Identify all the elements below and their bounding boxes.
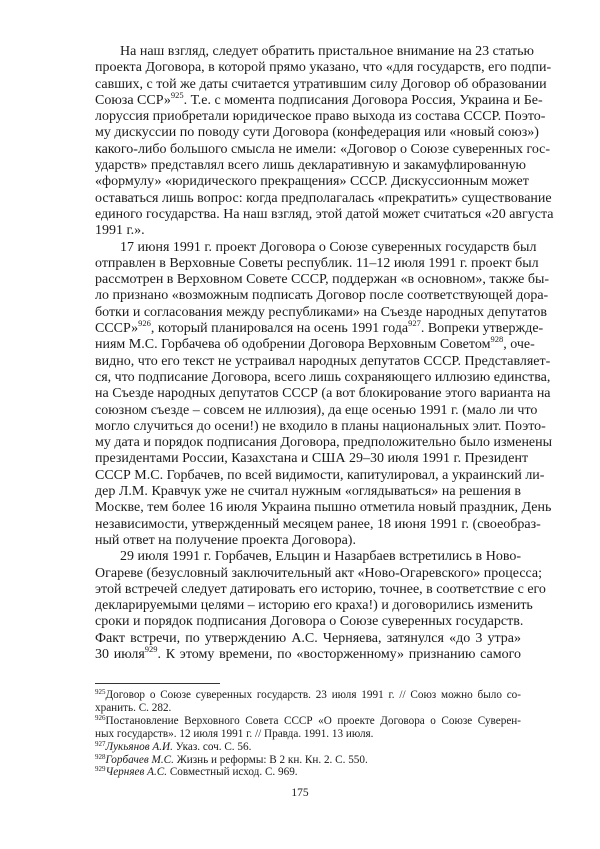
text-segment: 1991 г.». [95, 223, 145, 239]
footnote-line [95, 715, 521, 728]
footnote-text: Договор о Союзе суверенных государств. 23 июля 1991 г. // Союз можно было со- [105, 689, 521, 701]
text-line [95, 44, 534, 60]
footnote-author: Горбачев М.С. [105, 753, 174, 766]
text-line [95, 581, 546, 598]
footnote-line [95, 741, 521, 754]
text-segment: . К этому времени, по «восторженному» признанию самого [157, 646, 522, 662]
footnote-number: 926 [95, 713, 106, 722]
text-segment: 30 июля [95, 646, 145, 662]
footnote-ref: 925 [170, 89, 184, 100]
text-line [95, 158, 526, 174]
body-text [95, 44, 554, 663]
footnotes [95, 689, 521, 779]
text-segment: какого-либо большого смысла не имели: «Договор о Союзе суверенных гос- [95, 141, 551, 157]
text-line [95, 418, 546, 435]
text-segment: СССР М.С. Горбачев, по всей видимости, капитулировал, а украинский ли- [95, 467, 545, 483]
footnote [95, 754, 521, 767]
text-line [95, 174, 529, 190]
text-segment: на Съезде народных депутатов СССР (а вот блокирование этого варианта на [95, 386, 551, 402]
text-segment: , оче- [503, 337, 535, 353]
text-segment: могло случиться до осени!) не входило в планы национальных элит. Поэто- [95, 418, 546, 434]
text-line [95, 500, 552, 516]
text-line [95, 89, 543, 109]
text-line [95, 386, 551, 402]
text-line [95, 141, 551, 158]
text-line [95, 318, 544, 337]
text-segment: ло признано «возможным подписать Договор после соответствующей дора- [95, 288, 549, 304]
text-segment: Москве, тем более 16 июля Украина пышно отметила новый праздник, День [95, 500, 552, 516]
text-line [95, 516, 541, 533]
footnote [95, 715, 521, 741]
text-segment: ударств» представлял всего лишь декларативную и закамуфлированную [95, 158, 526, 174]
text-segment: отправлен в Верховные Советы республик. 11–12 июля 1991 г. проект был [95, 255, 539, 271]
footnote-line [95, 728, 521, 741]
text-line [95, 304, 548, 321]
text-segment: ный ответ на получение проекта Договора). [95, 532, 356, 548]
text-line [95, 614, 524, 630]
footnote-separator [95, 683, 220, 684]
text-segment: лоруссия приобретали юридическое право выхода из состава СССР. Поэто- [95, 109, 546, 125]
text-segment: му дата и порядок подписания Договора, предположительно было изменены [95, 435, 553, 451]
footnote-number: 928 [95, 752, 106, 761]
footnote [95, 689, 521, 715]
text-segment: Огареве (безусловный заключительный акт «Ново-Огаревского» процесса; [95, 565, 543, 581]
footnote-ref: 929 [144, 643, 158, 654]
footnote-line [95, 766, 521, 779]
text-line [95, 125, 539, 141]
text-line [95, 631, 521, 647]
footnote-text: Совместный исход. С. 969. [167, 766, 298, 779]
text-segment: савших, с той же даты считается утратившим силу Договор об образовании [95, 76, 547, 92]
text-line [95, 272, 550, 288]
text-line [95, 206, 554, 223]
text-segment: ботки и согласования между республиками» на Съезде народных депутатов [95, 304, 548, 320]
text-line [95, 334, 535, 353]
text-line [95, 484, 521, 500]
text-line [95, 598, 533, 614]
text-segment: . Т.е. с момента подписания Договора Россия, Украина и Бе- [183, 92, 543, 108]
footnote-text: Постановление Верховного Совета СССР «О проекте Договора о Союзе Суверен- [105, 714, 521, 727]
text-segment: союзном съезде – совсем не иллюзия), да еще осенью 1991 г. (мало ли что [95, 402, 538, 418]
text-segment: независимости, утвержденный месяцем ранее, 18 июня 1991 г. (своеобраз- [95, 516, 541, 532]
text-line [95, 109, 546, 125]
text-line [95, 565, 543, 582]
footnote-author: Лукьянов А.И. [105, 740, 173, 753]
text-line [95, 451, 529, 467]
footnote-line [95, 689, 521, 702]
footnote-text: Указ. соч. С. 56. [172, 740, 252, 753]
text-segment: оставаться лишь вопрос: когда предполагалась «прекратить» существование [95, 190, 552, 206]
text-segment: 17 июня 1991 г. проект Договора о Союзе суверенных государств был [120, 239, 537, 255]
text-segment: , который планировался на осень 1991 года [150, 321, 409, 337]
text-line [95, 435, 553, 451]
footnote-text: хранить. С. 282. [95, 701, 172, 714]
text-segment: ся, что подписание Договора, всего лишь сохраняющего иллюзию единства, [95, 369, 551, 385]
footnote-number: 927 [95, 739, 106, 748]
text-segment: 29 июля 1991 г. Горбачев, Ельцин и Назарбаев встретились в Ново- [120, 549, 521, 565]
footnote-ref: 927 [408, 318, 421, 329]
footnote-number: 925 [95, 688, 106, 696]
text-segment: рассмотрен в Верховном Совете СССР, поддержан «в основном», также бы- [95, 272, 550, 288]
text-line [95, 549, 521, 565]
footnote-text: ных государств». 12 июля 1991 г. // Правда. 1991. 13 июля. [95, 727, 374, 740]
text-segment: этой встречей следует датировать его историю, точнее, в соответствие с его [95, 581, 546, 597]
footnote-line [95, 754, 521, 767]
text-segment: единого государства. На наш взгляд, этой датой может считаться «20 августа [95, 206, 554, 222]
footnote-text: Жизнь и реформы: В 2 кн. Кн. 2. С. 550. [173, 753, 368, 766]
text-line [95, 467, 545, 484]
text-line [95, 239, 537, 256]
footnote [95, 741, 521, 754]
text-line [95, 402, 538, 419]
footnote-ref: 928 [490, 334, 504, 345]
text-line [95, 353, 551, 370]
text-segment: СССР» [95, 321, 139, 337]
text-segment: На наш взгляд, следует обратить пристальное внимание на 23 статью [120, 44, 534, 59]
text-line [95, 76, 547, 93]
text-line [95, 643, 522, 663]
footnote-number: 929 [95, 765, 106, 774]
text-segment: дер Л.М. Кравчук уже не считал нужным «оглядываться» на решения в [95, 484, 521, 500]
text-segment: сроки и порядок подписания Договора о Союзе суверенных государств. [95, 614, 524, 630]
text-segment: Факт встречи, по утверждению А.С. Черняева, затянулся «до 3 утра» [95, 630, 521, 646]
footnote-author: Черняев А.С. [105, 766, 168, 779]
paragraph [95, 239, 553, 550]
text-line [95, 533, 521, 549]
text-line [95, 288, 549, 304]
text-segment: видно, что его текст не устраивал народных депутатов СССР. Представляет- [95, 353, 551, 369]
text-segment: «формулу» «юридического прекращения» СССР. Дискуссионным может [95, 174, 529, 190]
text-segment: Союза ССР» [95, 92, 171, 108]
text-segment: декларируемыми целями – историю его краха!) и договорились изменить [95, 598, 533, 614]
text-line [95, 60, 552, 76]
text-line [95, 223, 521, 239]
text-line [95, 190, 552, 207]
text-line [95, 255, 539, 272]
text-segment: ниям М.С. Горбачева об одобрении Договора Верховным Советом [95, 337, 491, 353]
paragraph [95, 549, 546, 663]
text-segment: проекта Договора, в которой прямо указано, что «для государств, его подпи- [95, 60, 552, 76]
footnote [95, 766, 521, 779]
text-segment: му дискуссии по поводу сути Договора (конфедерация или «новый союз») [95, 125, 539, 141]
footnote-line [95, 702, 521, 715]
paragraph [95, 44, 554, 240]
footnote-ref: 926 [138, 318, 151, 329]
text-line [95, 369, 551, 386]
text-segment: . Вопреки утвержде- [420, 321, 544, 337]
text-segment: президентами России, Казахстана и США 29–30 июля 1991 г. Президент [95, 451, 529, 467]
page-number: 175 [291, 787, 309, 799]
